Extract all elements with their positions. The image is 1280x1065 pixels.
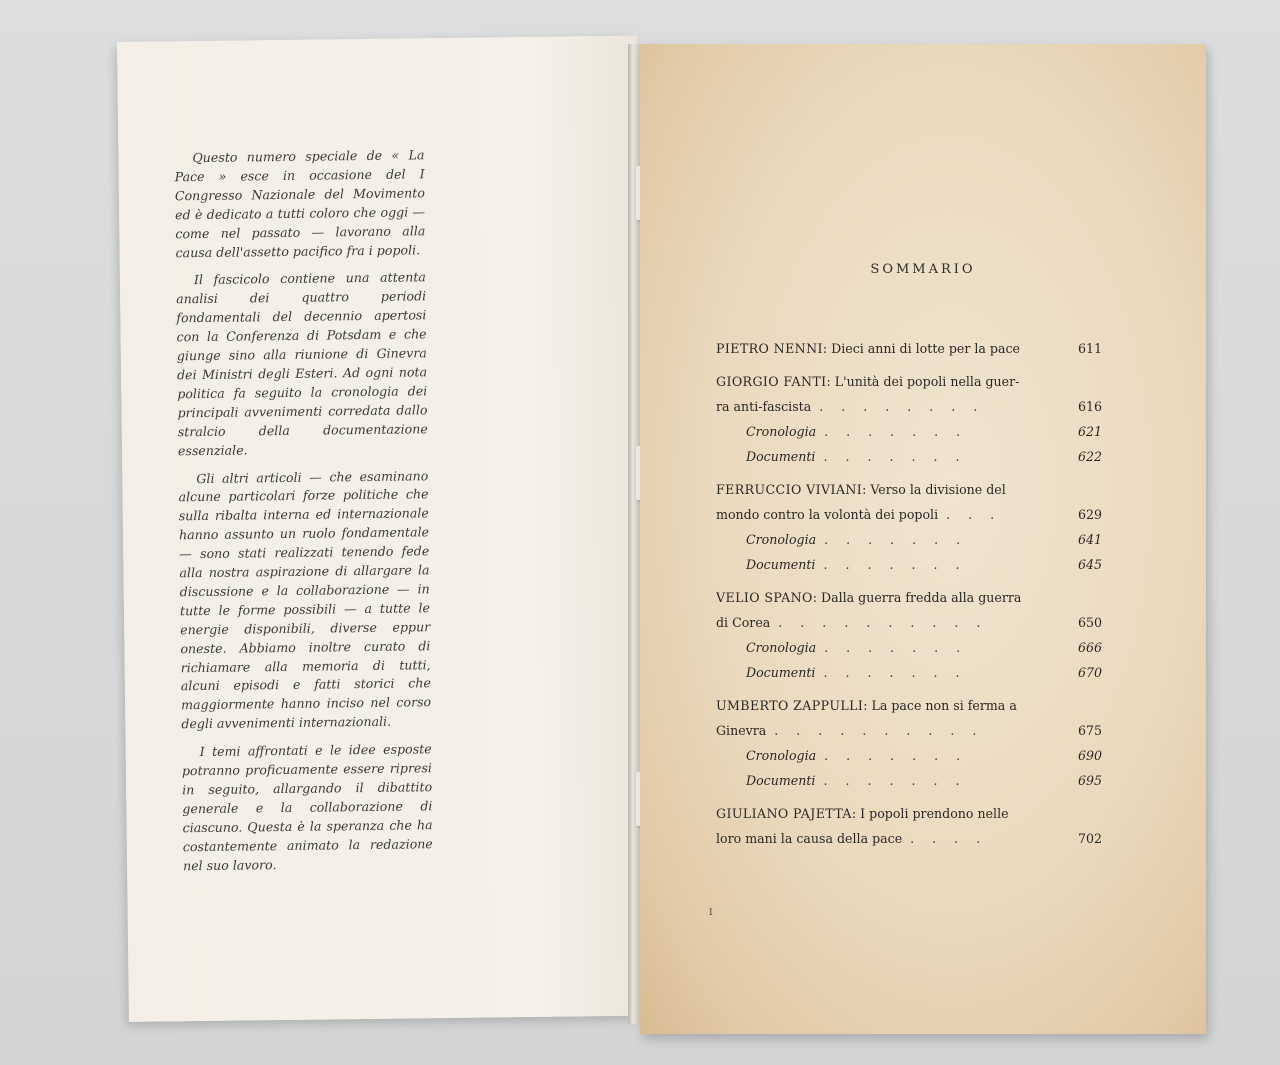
toc-page-number: 675 [1077,723,1102,738]
toc-author: UMBERTO ZAPPULLI [716,698,864,713]
toc-title: : L'unità dei popoli nella guer- [826,374,1020,389]
toc-leader-dots: . . . [946,507,1002,522]
toc-line [716,615,1102,640]
toc-author: PIETRO NENNI [716,341,823,356]
toc-entry [716,698,1102,798]
toc-leader-dots: . . . . . . . . . . [774,723,984,738]
toc-title: : Dalla guerra fredda alla guerra [812,590,1022,605]
page-folio: 1 [708,908,714,918]
toc-subentry [716,532,1102,557]
toc-page-number: 690 [1077,748,1102,763]
editorial-note [174,146,433,885]
toc-title: loro mani la causa della pace [716,831,903,846]
toc-subentry-title: Cronologia [746,424,817,439]
toc-leader-dots: . . . . [910,831,988,846]
toc-line [716,507,1102,532]
toc-leader-dots: . . . . . . . [823,773,967,788]
toc-leader-dots: . . . . . . . [824,640,968,655]
toc-leader-dots: . . . . . . . [824,748,968,763]
toc-page-number: 666 [1077,640,1102,655]
toc-subentry [716,748,1102,773]
left-page [117,36,649,1022]
toc-line [716,399,1102,424]
right-page [640,44,1206,1034]
contents-heading: SOMMARIO [870,262,976,277]
toc-page-number: 670 [1077,665,1102,680]
toc-title: : I popoli prendono nelle [851,806,1009,821]
toc-title: Ginevra [716,723,767,738]
toc-subentry-title: Documenti [746,449,816,464]
toc-subentry-title: Documenti [746,665,816,680]
editorial-paragraph: Il fascicolo contiene una attenta analisi dei quattro periodi fondamentali del decennio apertosi con la Conferenza di Potsdam e che giunge sino alla riunione di Ginevra dei Ministri degli Esteri. Ad ogni nota politica fa seguito la cronologia dei principali avvenimenti corredata dallo stralcio della documentazione essenziale. [176,269,428,458]
toc-line [716,806,1102,831]
toc-author: VELIO SPANO [716,590,813,605]
toc-author: GIULIANO PAJETTA [716,806,852,821]
toc-subentry-title: Cronologia [746,748,817,763]
toc-subentry-title: Documenti [746,557,816,572]
toc-subentry-title: Documenti [746,773,816,788]
toc-subentry [716,424,1102,449]
toc-author: FERRUCCIO VIVIANI [716,482,863,497]
toc-title: ra anti-fascista [716,399,812,414]
toc-page-number: 645 [1077,557,1102,572]
toc-leader-dots: . . . . . . . . [819,399,985,414]
toc-subentry [716,640,1102,665]
toc-entry [716,806,1102,856]
toc-title: mondo contro la volontà dei popoli [716,507,939,522]
toc-subentry [716,557,1102,582]
editorial-paragraph: Questo numero speciale de « La Pace » esce in occasione del I Congresso Nazionale del Movimento ed è dedicato a tutti coloro che oggi — come nel passato — lavorano alla causa dell'assetto pacifico fra i popoli. [174,147,426,260]
editorial-paragraph: Gli altri articoli — che esaminano alcune particolari forze politiche che sulla ribalta interna ed internazionale hanno assunto un ruolo fondamentale — sono stati realizzati tenendo fede alla nostra aspirazione di allargare la discussione e la collaborazione — in tutte le forme possibili — a tutte le energie disponibili, diverse eppur oneste. Abbiamo inoltre curato di richiamare alla memoria di tutti, alcuni episodi e fatti storici che maggiormente hanno inciso nel corso degli avvenimenti internazionali. [178,467,432,732]
toc-line [716,590,1102,615]
toc-entry [716,374,1102,474]
toc-leader-dots: . . . . . . . [823,449,967,464]
toc-leader-dots: . . . . . . . [823,557,967,572]
toc-title: : Verso la divisione del [862,482,1006,497]
toc-title: : La pace non si ferma a [863,698,1017,713]
toc-entry [716,590,1102,690]
toc-entry [716,482,1102,582]
toc-page-number: 650 [1077,615,1102,630]
toc-line [716,482,1102,507]
toc-subentry [716,449,1102,474]
toc-leader-dots: . . . . . . . [823,665,967,680]
toc-subentry [716,773,1102,798]
toc-leader-dots: . . . . . . . [824,424,968,439]
toc-leader-dots: . . . . . . . [824,532,968,547]
toc-subentry-title: Cronologia [746,532,817,547]
toc-page-number: 621 [1077,424,1102,439]
editorial-paragraph: I temi affrontati e le idee esposte potranno proficuamente essere ripresi in seguito, allargando il dibattito generale e la collaborazione di ciascuno. Questa è la speranza che ha costantemente animato la redazione nel suo lavoro. [181,741,433,873]
toc-line [716,698,1102,723]
toc-title: di Corea [716,615,771,630]
toc-title: : Dieci anni di lotte per la pace [822,341,1020,356]
toc-subentry-title: Cronologia [746,640,817,655]
toc-page-number: 611 [1077,341,1102,356]
toc-line [716,374,1102,399]
toc-page-number: 622 [1077,449,1102,464]
toc-entry [716,341,1102,366]
toc-page-number: 702 [1077,831,1102,846]
toc-line [716,723,1102,748]
toc-leader-dots: . . . . . . . . . . [778,615,988,630]
toc-author: GIORGIO FANTI [716,374,827,389]
toc-line [716,341,1102,366]
toc-line [716,831,1102,856]
toc-subentry [716,665,1102,690]
table-of-contents [716,341,1102,864]
toc-page-number: 695 [1077,773,1102,788]
toc-page-number: 616 [1077,399,1102,414]
toc-page-number: 641 [1077,532,1102,547]
toc-page-number: 629 [1077,507,1102,522]
